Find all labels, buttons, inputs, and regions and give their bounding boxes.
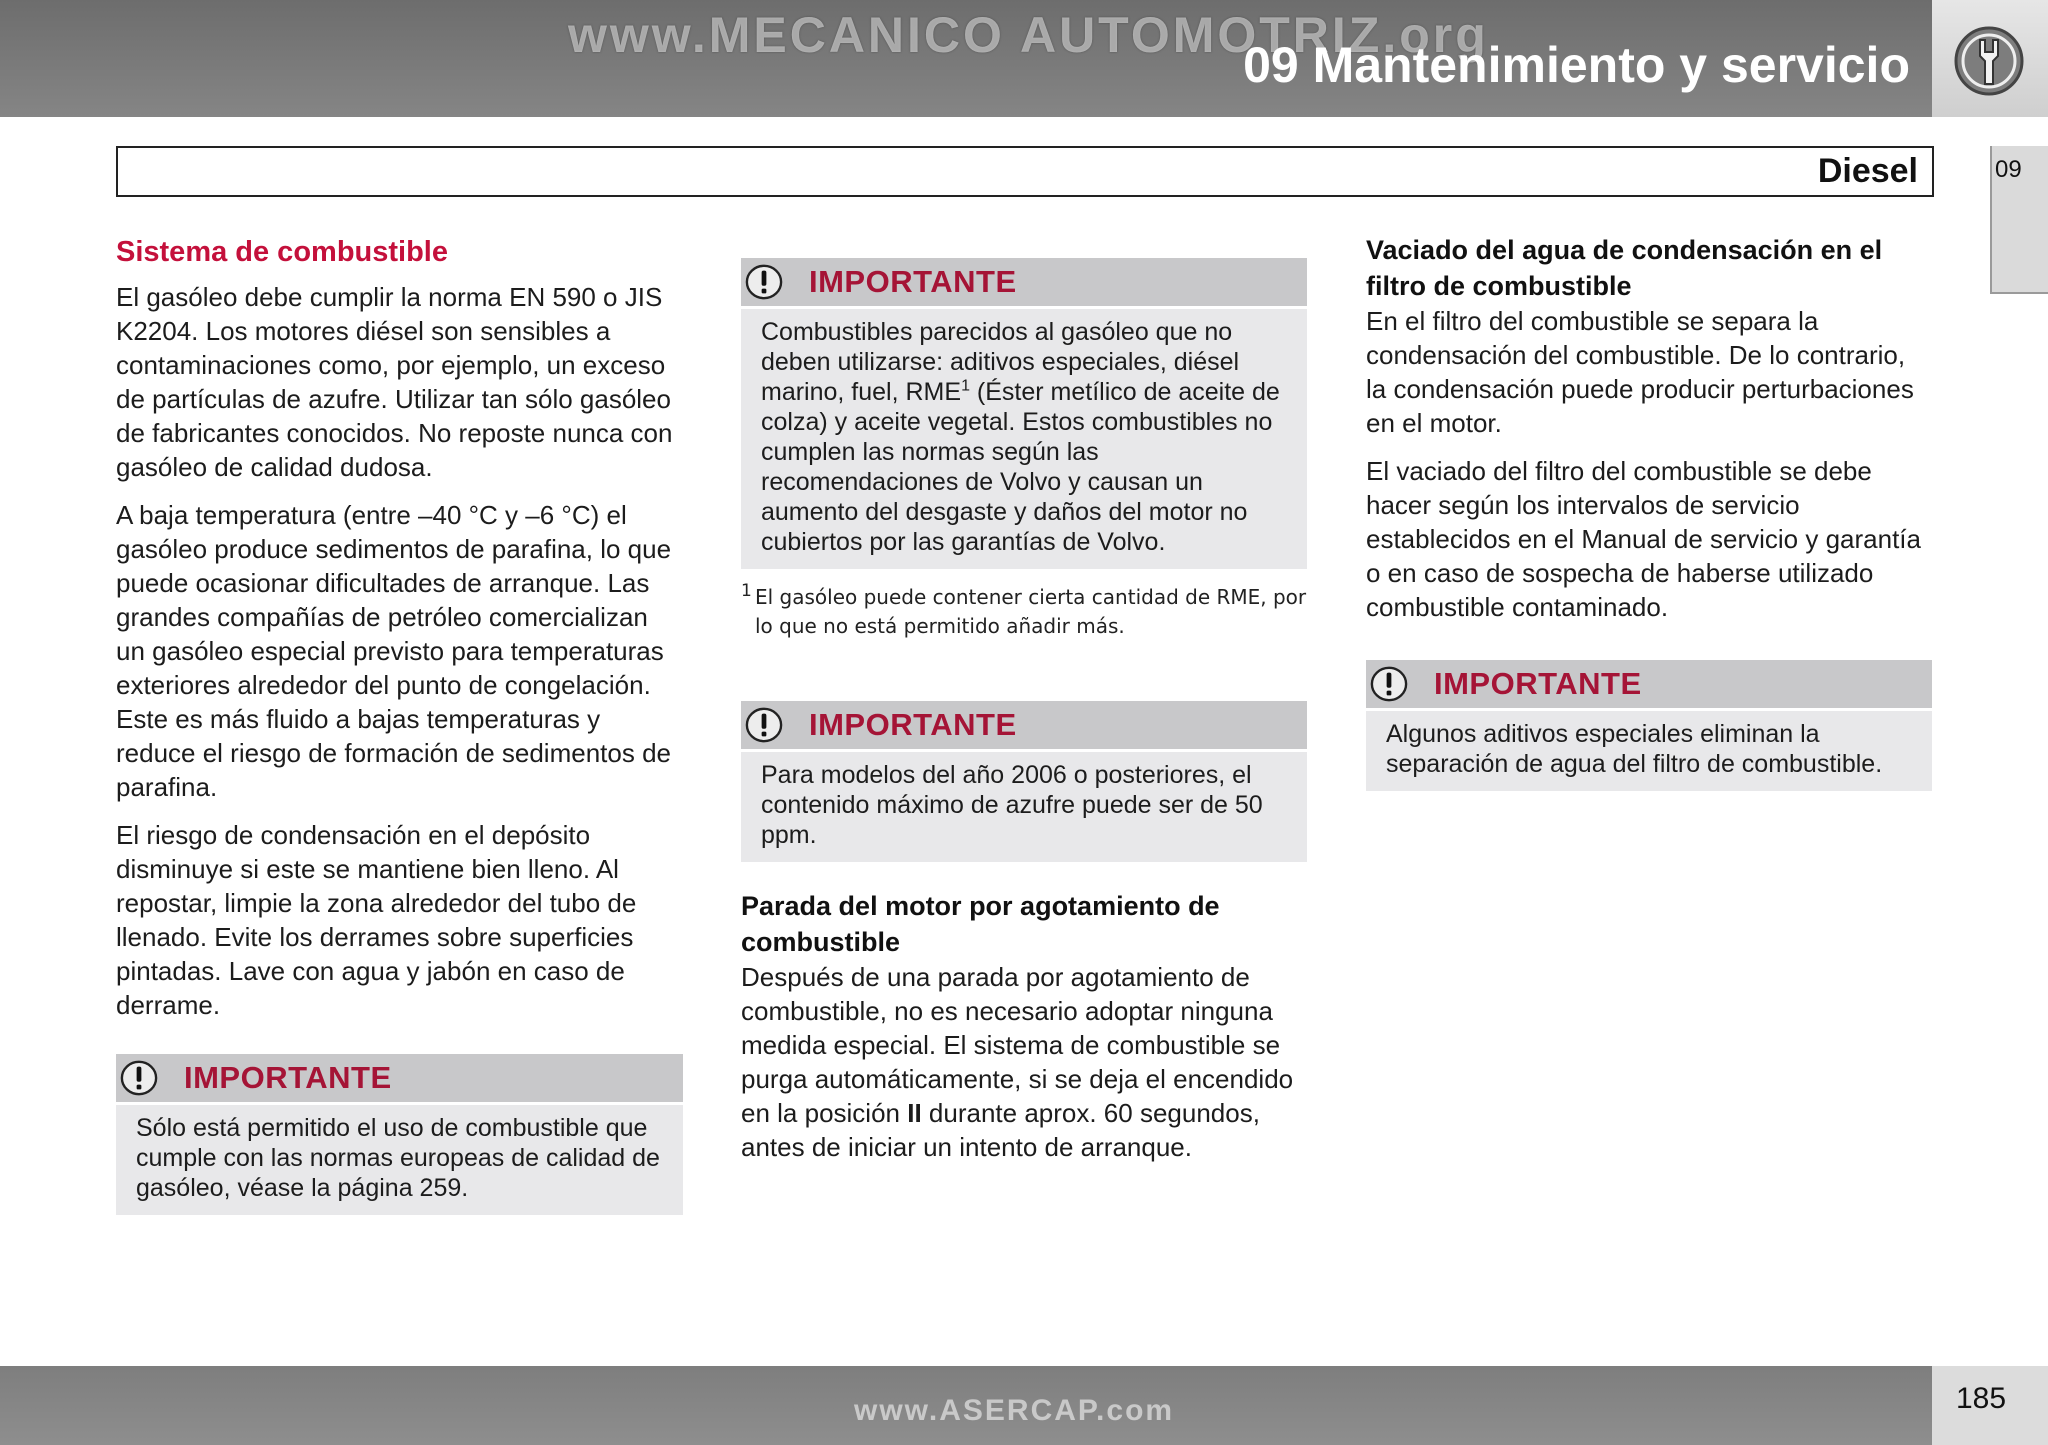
exclamation-icon bbox=[120, 1059, 158, 1097]
engine-stop-text-part2: durante aprox. 60 segundos, antes de iniciar un intento de arranque. bbox=[741, 1098, 1260, 1162]
important-text: Para modelos del año 2006 o posteriores, el contenido máximo de azufre puede ser de 50 ppm. bbox=[761, 761, 1263, 849]
fuel-system-heading: Sistema de combustible bbox=[116, 236, 448, 268]
exclamation-icon bbox=[745, 263, 783, 301]
important-text-part2: (Éster metílico de aceite de colza) y aceite vegetal. Estos combustibles no cumplen las normas según las recomendaciones de Volvo y causan un aumento del desgaste y daños del motor no cubiertos por las garantías de Volvo. bbox=[761, 378, 1280, 556]
important-header bbox=[741, 701, 1307, 752]
engine-stop-text-part1: Después de una parada por agotamiento de combustible, no es necesario adoptar ninguna medida especial. El sistema de combustible se purga automáticamente, si se deja el encendido en la posición bbox=[741, 962, 1294, 1128]
important-text bbox=[741, 309, 1307, 569]
important-title: IMPORTANTE bbox=[809, 264, 1017, 299]
important-header bbox=[116, 1054, 683, 1105]
column-3 bbox=[1366, 232, 1932, 811]
important-box bbox=[116, 1054, 683, 1215]
important-box bbox=[1366, 660, 1932, 791]
important-text-part1: Combustibles parecidos al gasóleo que no deben utilizarse: aditivos especiales, diésel marino, fuel, RME bbox=[761, 318, 1240, 406]
ignition-position: II bbox=[907, 1098, 922, 1128]
engine-stop-heading: Parada del motor por agotamiento de combustible bbox=[741, 891, 1220, 957]
paragraph-filter-draining: El vaciado del filtro del combustible se debe hacer según los intervalos de servicio establecidos en el Manual de servicio y garantía o en caso de sospecha de haberse utilizado combustible contaminado. bbox=[1366, 456, 1921, 622]
paragraph-filter-separation: En el filtro del combustible se separa la condensación del combustible. De lo contrario, la condensación puede producir perturbaciones en el motor. bbox=[1366, 306, 1914, 438]
page-header bbox=[0, 0, 1932, 117]
paragraph-fuel-standard: El gasóleo debe cumplir la norma EN 590 o JIS K2204. Los motores diésel son sensibles a contaminaciones como, por ejemplo, un exceso de partículas de azufre. Utilizar tan sólo gasóleo de fabricantes conocidos. No reposte nunca con gasóleo de calidad dudosa. bbox=[116, 282, 673, 482]
paragraph-low-temperature: A baja temperatura (entre –40 °C y –6 °C) el gasóleo produce sedimentos de parafina, lo que puede ocasionar dificultades de arranque. Las grandes compañías de petróleo comercializan un gasóleo especial previsto para temperaturas exteriores alrededor del punto de congelación. Este es más fluido a bajas temperaturas y reduce el riesgo de formación de sedimentos de parafina. bbox=[116, 500, 672, 802]
footnote-reference: 1 bbox=[961, 377, 970, 395]
important-text: Sólo está permitido el uso de combustible que cumple con las normas europeas de calidad de gasóleo, véase la página 259. bbox=[136, 1114, 660, 1202]
wrench-icon bbox=[1950, 22, 2028, 100]
important-text: Algunos aditivos especiales eliminan la separación de agua del filtro de combustible. bbox=[1386, 720, 1883, 778]
footnote-mark: 1 bbox=[741, 581, 752, 601]
chapter-side-tab bbox=[1990, 146, 2048, 294]
section-bar bbox=[116, 146, 1934, 197]
important-box bbox=[741, 258, 1307, 569]
page-number-box bbox=[1932, 1366, 2048, 1445]
exclamation-icon bbox=[1370, 665, 1408, 703]
footer-watermark: www.ASERCAP.com bbox=[854, 1394, 1175, 1427]
chapter-icon-box bbox=[1932, 0, 2048, 117]
chapter-title: 09 Mantenimiento y servicio bbox=[1243, 37, 1910, 93]
page-number: 185 bbox=[1956, 1382, 2007, 1415]
important-title: IMPORTANTE bbox=[809, 707, 1017, 742]
important-title: IMPORTANTE bbox=[1434, 666, 1642, 701]
paragraph-engine-stop bbox=[741, 960, 1307, 1164]
important-header bbox=[1366, 660, 1932, 711]
column-2 bbox=[741, 258, 1307, 1178]
paragraph-condensation: El riesgo de condensación en el depósito disminuye si este se mantiene bien lleno. Al repostar, limpie la zona alrededor del tubo de llenado. Evite los derrames sobre superficies pintadas. Lave con agua y jabón en caso de derrame. bbox=[116, 820, 637, 1020]
column-1 bbox=[116, 232, 683, 1235]
section-title: Diesel bbox=[1817, 152, 1918, 190]
header-watermark: www.MECANICO AUTOMOTRIZ.org bbox=[568, 7, 1489, 63]
exclamation-icon bbox=[745, 706, 783, 744]
side-tab-label: 09 bbox=[1995, 156, 2022, 183]
important-title: IMPORTANTE bbox=[184, 1060, 392, 1095]
important-box bbox=[741, 701, 1307, 862]
condensation-drain-heading: Vaciado del agua de condensación en el filtro de combustible bbox=[1366, 235, 1883, 301]
page-footer bbox=[0, 1366, 1932, 1445]
important-header bbox=[741, 258, 1307, 309]
footnote bbox=[741, 583, 1307, 641]
footnote-text: El gasóleo puede contener cierta cantidad de RME, por lo que no está permitido añadir más. bbox=[755, 585, 1307, 638]
